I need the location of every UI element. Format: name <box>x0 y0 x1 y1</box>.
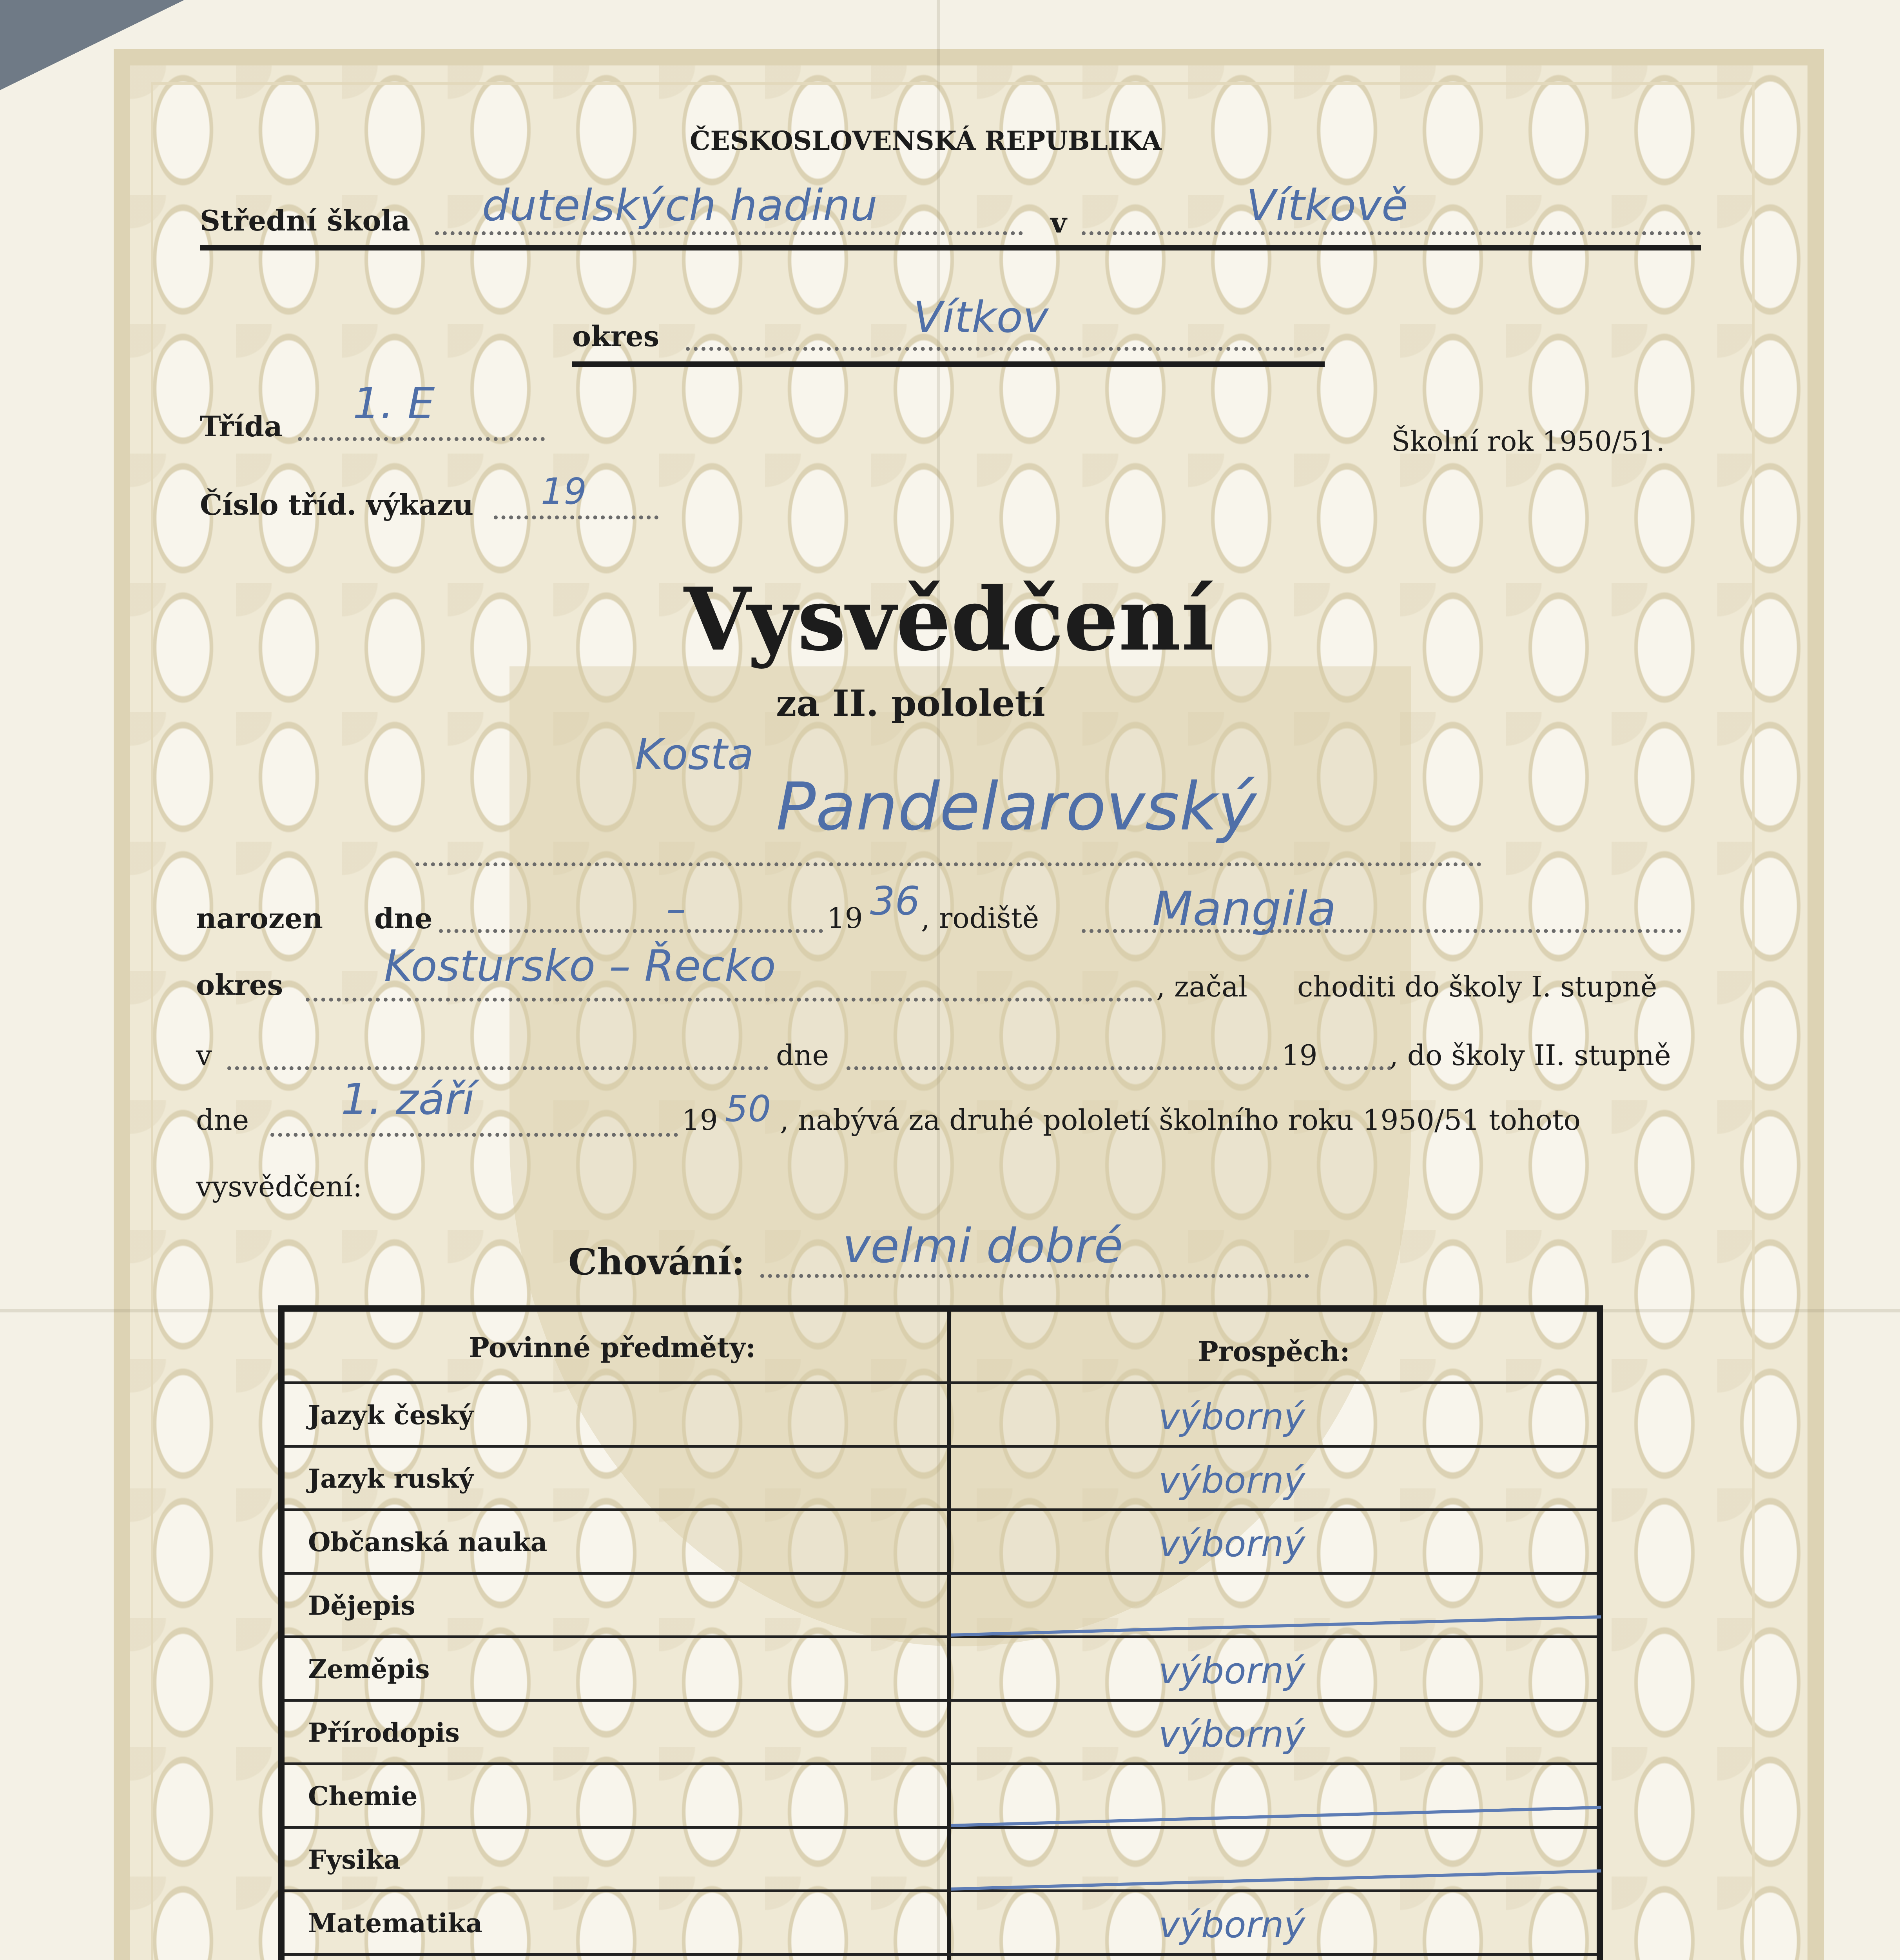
table-row <box>285 1702 1597 1765</box>
certificate-label: vysvědčení: <box>196 1170 363 1203</box>
grades-header: Prospěch: <box>1198 1335 1350 1368</box>
certificate-subtitle: za II. pololetí <box>776 682 1045 724</box>
table-header-row <box>285 1312 1597 1384</box>
header-rule-2 <box>572 361 1325 367</box>
grade-strike-line <box>951 1869 1601 1891</box>
subject-grade: výborný <box>1158 1459 1305 1501</box>
school-year: Školní rok 1950/51. <box>1391 425 1665 457</box>
subject-name: Občanská nauka <box>308 1527 548 1557</box>
subject-grade: výborný <box>1158 1523 1305 1565</box>
subject-name: Dějepis <box>308 1590 415 1621</box>
student-first-name: Kosta <box>635 729 754 779</box>
certificate-title: Vysvědčení <box>684 568 1214 670</box>
table-row <box>285 1448 1597 1511</box>
second-school-text: , do školy II. stupně <box>1389 1039 1671 1072</box>
born-label: narozen <box>196 902 323 935</box>
conduct-value: velmi dobré <box>843 1219 1123 1274</box>
started-year-dotline <box>1325 1066 1391 1070</box>
second-date-dotline <box>270 1133 678 1137</box>
school-label: Střední škola <box>200 204 410 237</box>
school-dotline <box>435 231 1023 235</box>
republic-heading: ČESKOSLOVENSKÁ REPUBLIKA <box>690 125 1162 156</box>
subject-grade: výborný <box>1158 1396 1305 1438</box>
conduct-dotline <box>760 1274 1309 1278</box>
subject-name: Přírodopis <box>308 1717 460 1748</box>
subject-grade: výborný <box>1158 1713 1305 1755</box>
name-dotline <box>415 862 1481 866</box>
born-day-label: dne <box>374 902 433 935</box>
started-year-prefix: 19 <box>1282 1039 1318 1072</box>
in-label: v <box>1050 206 1067 239</box>
subject-grade: výborný <box>1158 1650 1305 1692</box>
subjects-header: Povinné předměty: <box>469 1331 756 1364</box>
class-value: 1. E <box>353 378 435 428</box>
in-value: Vítkově <box>1246 180 1408 230</box>
started-date-label: dne <box>776 1039 829 1072</box>
second-year-value: 50 <box>725 1088 771 1130</box>
class-dotline <box>298 437 545 441</box>
grade-strike-line <box>951 1806 1601 1827</box>
school-value: dutelských hadinu <box>482 180 878 230</box>
second-date-value: 1. září <box>341 1074 475 1124</box>
started-in-label: v <box>196 1039 212 1072</box>
student-surname: Pandelarovský <box>776 768 1256 845</box>
student-district-value: Kostursko – Řecko <box>384 941 776 991</box>
second-year-prefix: 19 <box>682 1103 718 1136</box>
started-date-dotline <box>847 1066 1278 1070</box>
district-label: okres <box>572 319 660 353</box>
header-rule-1 <box>200 245 1701 250</box>
started-text: choditi do školy I. stupně <box>1297 970 1657 1003</box>
student-district-label: okres <box>196 968 283 1002</box>
started-label: , začal <box>1156 970 1247 1003</box>
birth-year-value: 36 <box>870 878 920 924</box>
started-in-dotline <box>227 1066 768 1070</box>
district-dotline <box>686 347 1325 351</box>
table-row <box>285 1829 1597 1892</box>
subject-name: Zeměpis <box>308 1654 430 1684</box>
grade-strike-line <box>951 1615 1601 1637</box>
subject-name: Jazyk ruský <box>308 1463 474 1494</box>
table-row <box>285 1575 1597 1638</box>
table-row <box>285 1638 1597 1702</box>
subject-name: Chemie <box>308 1781 418 1811</box>
register-label: Číslo tříd. výkazu <box>200 488 474 521</box>
in-dotline <box>1082 231 1701 235</box>
district-value: Vítkov <box>913 292 1049 342</box>
subject-grade: výborný <box>1158 1904 1305 1946</box>
subject-name: Fysika <box>308 1844 401 1875</box>
table-row <box>285 1892 1597 1956</box>
table-row <box>285 1384 1597 1448</box>
acquires-text: , nabývá za druhé pololetí školního roku 1950/51 tohoto <box>780 1103 1581 1136</box>
subject-name: Jazyk český <box>308 1400 473 1430</box>
table-row <box>285 1511 1597 1575</box>
birthplace-label: , rodiště <box>921 902 1039 935</box>
student-district-dotline <box>306 998 1152 1002</box>
register-dotline <box>494 515 658 519</box>
birth-year-prefix: 19 <box>827 902 863 935</box>
conduct-label: Chování: <box>568 1241 745 1283</box>
birthplace-value: Mangila <box>1152 882 1336 936</box>
born-day-dotline <box>439 929 823 933</box>
table-row <box>285 1956 1597 1960</box>
class-label: Třída <box>200 410 283 443</box>
register-value: 19 <box>541 470 587 512</box>
grades-table <box>278 1305 1603 1960</box>
born-day-value: – <box>666 886 686 932</box>
subject-name: Matematika <box>308 1908 482 1938</box>
table-row <box>285 1765 1597 1829</box>
second-date-label: dne <box>196 1103 249 1136</box>
